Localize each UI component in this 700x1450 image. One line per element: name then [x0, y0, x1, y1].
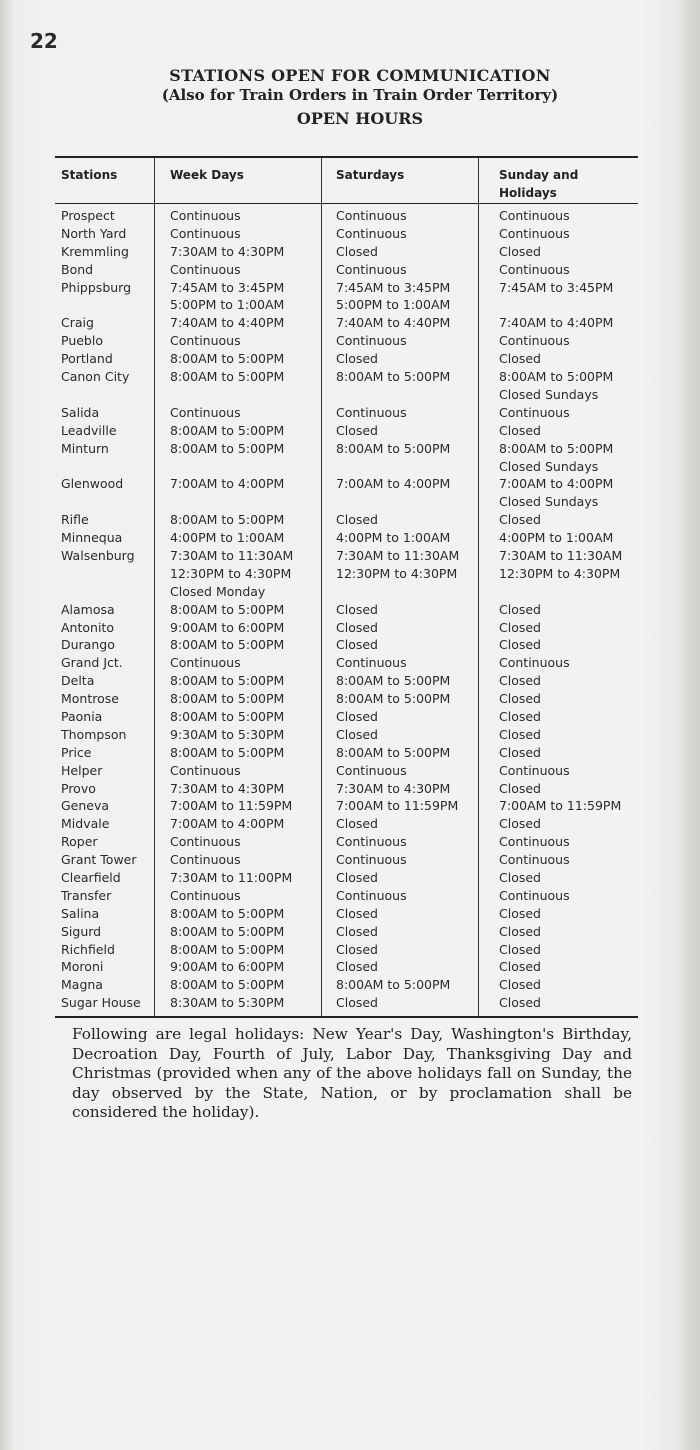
weekdays-cell: 7:40AM to 4:40PM [170, 315, 285, 331]
sunday-holidays-cell: Continuous [499, 852, 570, 868]
weekdays-cell: 8:30AM to 5:30PM [170, 995, 285, 1011]
sunday-holidays-cell: 7:00AM to 4:00PM Closed Sundays [499, 476, 614, 510]
saturdays-cell: 7:00AM to 4:00PM [336, 476, 451, 492]
table-row [55, 762, 638, 780]
weekdays-cell: 9:00AM to 6:00PM [170, 959, 285, 975]
weekdays-cell: 4:00PM to 1:00AM [170, 530, 285, 546]
weekdays-cell: Continuous [170, 404, 241, 420]
station-cell: Durango [61, 637, 115, 653]
column-header-saturdays: Saturdays [336, 168, 405, 182]
sunday-holidays-cell: Closed [499, 959, 541, 975]
sunday-holidays-cell: Continuous [499, 333, 570, 349]
weekdays-cell: 9:30AM to 5:30PM [170, 726, 285, 742]
station-cell: Prospect [61, 208, 115, 223]
saturdays-cell: 8:00AM to 5:00PM [336, 744, 451, 760]
saturdays-cell: Closed [336, 619, 378, 635]
station-cell: Salina [61, 905, 100, 921]
sunday-holidays-cell: Closed [499, 243, 541, 259]
saturdays-cell: Continuous [336, 208, 407, 223]
table-row [55, 261, 638, 279]
saturdays-cell: Closed [336, 422, 378, 438]
saturdays-cell: Closed [336, 709, 378, 725]
station-cell: Kremmling [61, 243, 129, 259]
sunday-holidays-cell: Closed [499, 637, 541, 653]
station-cell: Glenwood [61, 476, 124, 492]
saturdays-cell: Closed [336, 726, 378, 742]
saturdays-cell: 8:00AM to 5:00PM [336, 440, 451, 456]
sunday-holidays-cell: Continuous [499, 655, 570, 671]
table-bottom-rule [55, 1016, 638, 1018]
sunday-holidays-cell: Closed [499, 780, 541, 796]
table-row [55, 780, 638, 798]
saturdays-cell: Continuous [336, 261, 407, 277]
table-row [55, 923, 638, 941]
station-cell: Salida [61, 404, 100, 420]
weekdays-cell: 7:00AM to 4:00PM [170, 816, 285, 832]
sunday-holidays-cell: Closed [499, 619, 541, 635]
table-body [55, 207, 638, 1012]
saturdays-cell: Closed [336, 243, 378, 259]
station-cell: Minturn [61, 440, 109, 456]
station-cell: Transfer [61, 887, 112, 903]
sunday-holidays-cell: Continuous [499, 261, 570, 277]
station-cell: North Yard [61, 225, 127, 241]
holidays-note: Following are legal holidays: New Year's Day, Washington's Birthday, Decroation Day, Fourth of July, Labor Day, Thanksgiving Day and Christmas (provided when any of the above holidays fall on Sunday, the day observed by the State, Nation, or by proclamation shall be considered the holiday). [72, 1025, 632, 1121]
table-row [55, 726, 638, 744]
table-row [55, 511, 638, 529]
saturdays-cell: 7:45AM to 3:45PM 5:00PM to 1:00AM [336, 279, 451, 313]
open-hours-table [55, 156, 638, 1018]
weekdays-cell: 7:00AM to 11:59PM [170, 798, 293, 814]
weekdays-cell: Continuous [170, 834, 241, 850]
sunday-holidays-cell: Closed [499, 691, 541, 707]
weekdays-cell: 8:00AM to 5:00PM [170, 369, 285, 385]
table-row [55, 869, 638, 887]
sunday-holidays-cell: Continuous [499, 225, 570, 241]
weekdays-cell: 8:00AM to 5:00PM [170, 941, 285, 957]
station-cell: Pueblo [61, 333, 103, 349]
weekdays-cell: Continuous [170, 333, 241, 349]
weekdays-cell: Continuous [170, 852, 241, 868]
sunday-holidays-cell: Continuous [499, 208, 570, 223]
station-cell: Rifle [61, 512, 89, 528]
table-row [55, 279, 638, 315]
saturdays-cell: 4:00PM to 1:00AM [336, 530, 451, 546]
table-row [55, 851, 638, 869]
station-cell: Moroni [61, 959, 104, 975]
saturdays-cell: 8:00AM to 5:00PM [336, 369, 451, 385]
table-row [55, 619, 638, 637]
weekdays-cell: Continuous [170, 208, 241, 223]
table-row [55, 958, 638, 976]
station-cell: Provo [61, 780, 96, 796]
sunday-holidays-cell: Closed [499, 726, 541, 742]
column-header-week-days: Week Days [170, 168, 244, 182]
saturdays-cell: Continuous [336, 225, 407, 241]
station-cell: Delta [61, 673, 95, 689]
weekdays-cell: 8:00AM to 5:00PM [170, 744, 285, 760]
saturdays-cell: Continuous [336, 404, 407, 420]
weekdays-cell: 7:30AM to 4:30PM [170, 243, 285, 259]
saturdays-cell: Closed [336, 816, 378, 832]
station-cell: Clearfield [61, 870, 121, 886]
saturdays-cell: 7:30AM to 4:30PM [336, 780, 451, 796]
station-cell: Thompson [61, 726, 127, 742]
weekdays-cell: 8:00AM to 5:00PM [170, 351, 285, 367]
weekdays-cell: 8:00AM to 5:00PM [170, 977, 285, 993]
table-row [55, 833, 638, 851]
table-row [55, 976, 638, 994]
saturdays-cell: 7:30AM to 11:30AM 12:30PM to 4:30PM [336, 547, 460, 581]
weekdays-cell: 8:00AM to 5:00PM [170, 709, 285, 725]
station-cell: Geneva [61, 798, 110, 814]
saturdays-cell: Continuous [336, 655, 407, 671]
saturdays-cell: Continuous [336, 333, 407, 349]
sunday-holidays-cell: Closed [499, 923, 541, 939]
station-cell: Montrose [61, 691, 119, 707]
table-top-rule [55, 156, 638, 158]
weekdays-cell: 8:00AM to 5:00PM [170, 512, 285, 528]
station-cell: Leadville [61, 422, 117, 438]
table-row [55, 690, 638, 708]
weekdays-cell: 7:45AM to 3:45PM 5:00PM to 1:00AM [170, 279, 285, 313]
weekdays-cell: Continuous [170, 762, 241, 778]
sunday-holidays-cell: Closed [499, 816, 541, 832]
station-cell: Magna [61, 977, 103, 993]
station-cell: Walsenburg [61, 547, 135, 563]
sunday-holidays-cell: Closed [499, 870, 541, 886]
station-cell: Canon City [61, 369, 130, 385]
page-subtitle: (Also for Train Orders in Train Order Territory) [161, 86, 559, 104]
saturdays-cell: Closed [336, 959, 378, 975]
weekdays-cell: 8:00AM to 5:00PM [170, 691, 285, 707]
weekdays-cell: 7:30AM to 4:30PM [170, 780, 285, 796]
station-cell: Craig [61, 315, 94, 331]
weekdays-cell: 8:00AM to 5:00PM [170, 440, 285, 456]
section-heading: OPEN HOURS [296, 109, 424, 128]
table-row [55, 404, 638, 422]
table-row [55, 368, 638, 404]
table-row [55, 744, 638, 762]
saturdays-cell: 8:00AM to 5:00PM [336, 673, 451, 689]
column-header-sunday-holidays: Sunday and Holidays [499, 168, 579, 200]
table-row [55, 314, 638, 332]
page-number: 22 [30, 29, 58, 53]
sunday-holidays-cell: 8:00AM to 5:00PM Closed Sundays [499, 440, 614, 474]
table-row [55, 887, 638, 905]
table-row [55, 547, 638, 601]
weekdays-cell: 9:00AM to 6:00PM [170, 619, 285, 635]
table-row [55, 422, 638, 440]
table-row [55, 350, 638, 368]
station-cell: Sugar House [61, 995, 141, 1011]
station-cell: Antonito [61, 619, 114, 635]
station-cell: Phippsburg [61, 279, 132, 295]
saturdays-cell: Continuous [336, 887, 407, 903]
sunday-holidays-cell: 7:40AM to 4:40PM [499, 315, 614, 331]
table-row [55, 601, 638, 619]
table-row [55, 636, 638, 654]
station-cell: Grand Jct. [61, 655, 123, 671]
weekdays-cell: 8:00AM to 5:00PM [170, 905, 285, 921]
table-row [55, 654, 638, 672]
sunday-holidays-cell: Closed [499, 351, 541, 367]
saturdays-cell: Closed [336, 941, 378, 957]
sunday-holidays-cell: Continuous [499, 404, 570, 420]
saturdays-cell: Continuous [336, 762, 407, 778]
saturdays-cell: Closed [336, 512, 378, 528]
sunday-holidays-cell: 4:00PM to 1:00AM [499, 530, 614, 546]
station-cell: Bond [61, 261, 94, 277]
sunday-holidays-cell: Closed [499, 601, 541, 617]
column-header-stations: Stations [61, 168, 118, 182]
table-row [55, 475, 638, 511]
sunday-holidays-cell: Continuous [499, 762, 570, 778]
weekdays-cell: 8:00AM to 5:00PM [170, 637, 285, 653]
weekdays-cell: 7:30AM to 11:00PM [170, 870, 293, 886]
saturdays-cell: Closed [336, 995, 378, 1011]
sunday-holidays-cell: Closed [499, 422, 541, 438]
sunday-holidays-cell: Closed [499, 905, 541, 921]
sunday-holidays-cell: 7:30AM to 11:30AM 12:30PM to 4:30PM [499, 547, 623, 581]
sunday-holidays-cell: Continuous [499, 887, 570, 903]
saturdays-cell: Closed [336, 870, 378, 886]
saturdays-cell: Closed [336, 601, 378, 617]
saturdays-cell: 8:00AM to 5:00PM [336, 691, 451, 707]
weekdays-cell: 8:00AM to 5:00PM [170, 923, 285, 939]
table-row [55, 440, 638, 476]
weekdays-cell: Continuous [170, 887, 241, 903]
station-cell: Grant Tower [61, 852, 137, 868]
weekdays-cell: 7:00AM to 4:00PM [170, 476, 285, 492]
station-cell: Sigurd [61, 923, 102, 939]
weekdays-cell: Continuous [170, 225, 241, 241]
station-cell: Price [61, 744, 92, 760]
table-row [55, 529, 638, 547]
saturdays-cell: Closed [336, 637, 378, 653]
table-row [55, 708, 638, 726]
table-row [55, 207, 638, 225]
saturdays-cell: Continuous [336, 834, 407, 850]
table-row [55, 815, 638, 833]
weekdays-cell: 8:00AM to 5:00PM [170, 601, 285, 617]
weekdays-cell: Continuous [170, 261, 241, 277]
table-row [55, 941, 638, 959]
saturdays-cell: 7:00AM to 11:59PM [336, 798, 459, 814]
table-row [55, 243, 638, 261]
saturdays-cell: 8:00AM to 5:00PM [336, 977, 451, 993]
sunday-holidays-cell: Closed [499, 995, 541, 1011]
sunday-holidays-cell: 7:45AM to 3:45PM [499, 279, 614, 295]
saturdays-cell: Closed [336, 923, 378, 939]
station-cell: Roper [61, 834, 98, 850]
station-cell: Helper [61, 762, 103, 778]
station-cell: Minnequa [61, 530, 123, 546]
saturdays-cell: Continuous [336, 852, 407, 868]
weekdays-cell: 8:00AM to 5:00PM [170, 673, 285, 689]
table-header-rule [55, 203, 638, 204]
sunday-holidays-cell: Closed [499, 673, 541, 689]
table-row [55, 797, 638, 815]
station-cell: Richfield [61, 941, 115, 957]
station-cell: Paonia [61, 709, 103, 725]
weekdays-cell: Continuous [170, 655, 241, 671]
sunday-holidays-cell: Closed [499, 941, 541, 957]
table-row [55, 332, 638, 350]
sunday-holidays-cell: Closed [499, 977, 541, 993]
sunday-holidays-cell: 8:00AM to 5:00PM Closed Sundays [499, 369, 614, 402]
sunday-holidays-cell: Closed [499, 512, 541, 528]
saturdays-cell: Closed [336, 351, 378, 367]
sunday-holidays-cell: 7:00AM to 11:59PM [499, 798, 622, 814]
station-cell: Midvale [61, 816, 110, 832]
saturdays-cell: Closed [336, 905, 378, 921]
table-row [55, 225, 638, 243]
station-cell: Portland [61, 351, 113, 367]
sunday-holidays-cell: Closed [499, 709, 541, 725]
weekdays-cell: 8:00AM to 5:00PM [170, 422, 285, 438]
station-cell: Alamosa [61, 601, 115, 617]
sunday-holidays-cell: Closed [499, 744, 541, 760]
saturdays-cell: 7:40AM to 4:40PM [336, 315, 451, 331]
table-row [55, 905, 638, 923]
weekdays-cell: 7:30AM to 11:30AM 12:30PM to 4:30PM Closed Monday [170, 547, 294, 599]
page-title: STATIONS OPEN FOR COMMUNICATION [169, 66, 551, 85]
sunday-holidays-cell: Continuous [499, 834, 570, 850]
table-row [55, 672, 638, 690]
table-row [55, 994, 638, 1012]
